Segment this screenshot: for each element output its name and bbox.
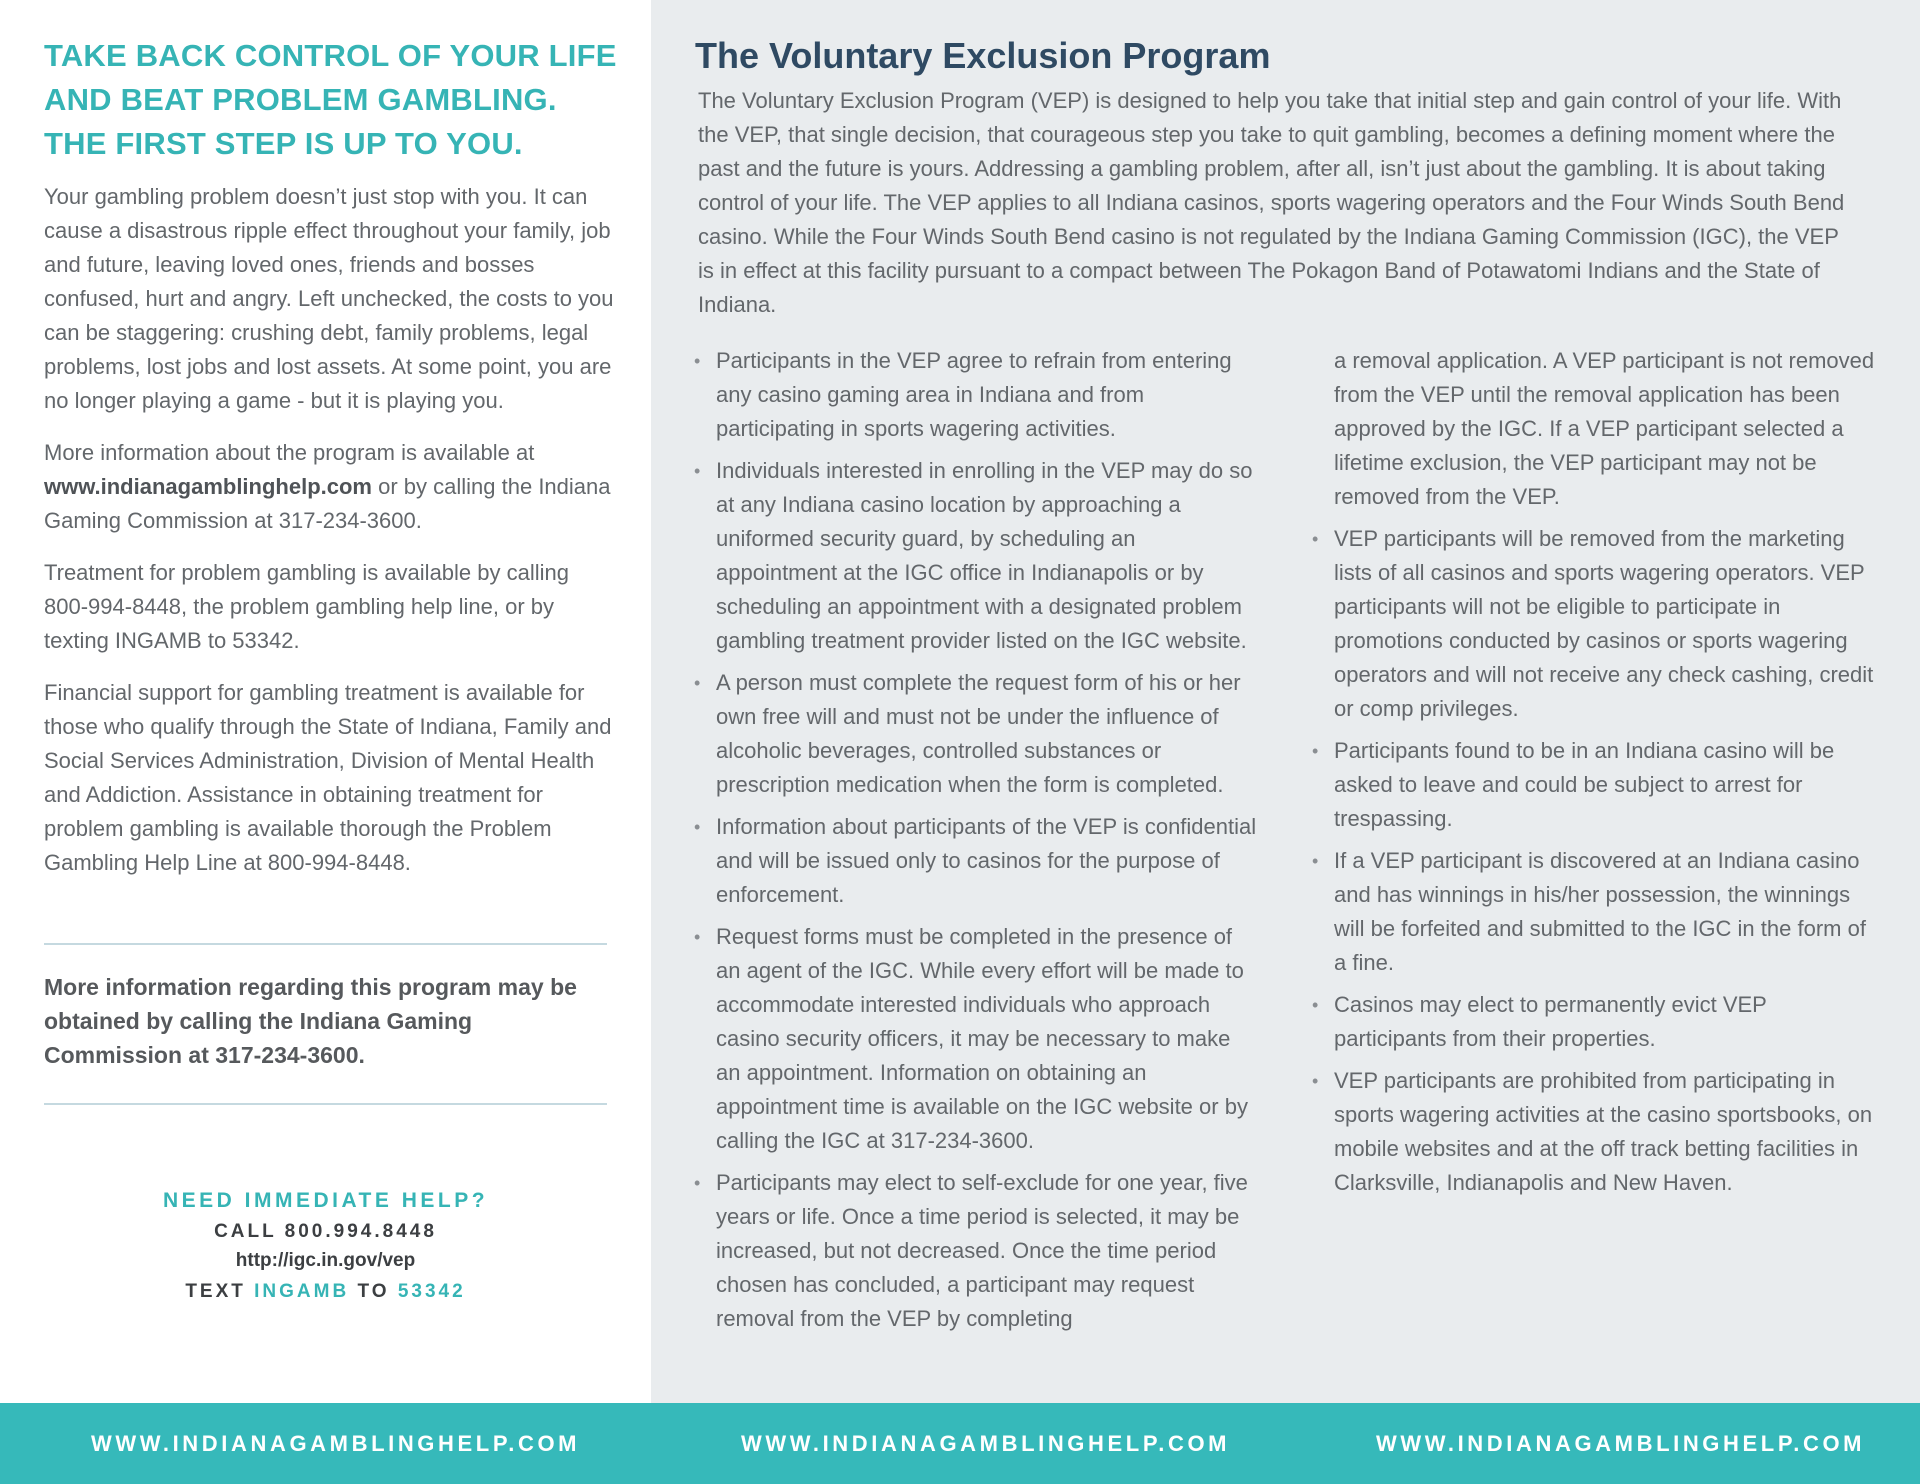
list-item: • VEP participants will be removed from the marketing lists of all casinos and sports wagering operators. VEP participants will not be eligible to participate in promotions conducted by casinos or sports wagering operators and will not receive any check cashing, credit or comp privileges. <box>1312 522 1877 726</box>
help-text-keyword: INGAMB <box>254 1281 350 1302</box>
list-item: • Information about participants of the VEP is confidential and will be issued only to casinos for the purpose of enforcement. <box>694 810 1259 912</box>
program-info-text: More information about the program is available at <box>44 440 535 465</box>
list-item: • A person must complete the request form of his or her own free will and must not be under the influence of alcoholic beverages, controlled substances or prescription medication when the form is completed. <box>694 666 1259 802</box>
list-item: • If a VEP participant is discovered at an Indiana casino and has winnings in his/her possession, the winnings will be forfeited and submitted to the IGC in the form of a fine. <box>1312 844 1877 980</box>
list-item-continuation: a removal application. A VEP participant is not removed from the VEP until the removal application has been approved by the IGC. If a VEP participant selected a lifetime exclusion, the VEP participant may not be removed from the VEP. <box>1334 348 1875 509</box>
more-info-callout: More information regarding this program may be obtained by calling the Indiana Gaming Commission at 317-234-3600. <box>44 974 577 1068</box>
footer-link[interactable]: WWW.INDIANAGAMBLINGHELP.COM <box>1376 1431 1866 1456</box>
footer-link[interactable]: WWW.INDIANAGAMBLINGHELP.COM <box>741 1431 1231 1456</box>
list-item: • Request forms must be completed in the presence of an agent of the IGC. While every effort will be made to accommodate interested individuals who approach casino security officers, it may be necessary to make an appointment. Information on obtaining an appointment time is available on the IGC website or by calling the IGC at 317-234-3600. <box>694 920 1259 1158</box>
headline: TAKE BACK CONTROL OF YOUR LIFE AND BEAT PROBLEM GAMBLING. THE FIRST STEP IS UP TO YOU. <box>44 38 617 161</box>
financial-support-paragraph: Financial support for gambling treatment is available for those who qualify through the State of Indiana, Family and Social Services Administration, Division of Mental Health and Addiction. Assistance in obtaining treatment for problem gambling is available thorough the Problem Gambling Help Line at 800-994-8448. <box>44 680 612 875</box>
footer-link[interactable]: WWW.INDIANAGAMBLINGHELP.COM <box>91 1431 581 1456</box>
list-item: • VEP participants are prohibited from participating in sports wagering activities at the casino sportsbooks, on mobile websites and at the off track betting facilities in Clarksville, Indianapolis and New Haven. <box>1312 1064 1877 1200</box>
list-item: • Participants in the VEP agree to refrain from entering any casino gaming area in Indiana and from participating in sports wagering activities. <box>694 344 1259 446</box>
help-title: NEED IMMEDIATE HELP? <box>162 1189 489 1212</box>
help-text-line <box>44 1281 607 1303</box>
website-link[interactable]: www.indianagamblinghelp.com <box>44 474 372 499</box>
help-phone[interactable]: CALL 800.994.8448 <box>214 1221 437 1242</box>
intro-paragraph: Your gambling problem doesn’t just stop with you. It can cause a disastrous ripple effect throughout your family, job and future, leaving loved ones, friends and bosses confused, hurt and angry. Left unchecked, the costs to you can be staggering: crushing debt, family problems, legal problems, lost jobs and lost assets. At some point, you are no longer playing a game - but it is playing you. <box>44 184 614 413</box>
program-title: The Voluntary Exclusion Program <box>695 35 1271 76</box>
program-intro: The Voluntary Exclusion Program (VEP) is designed to help you take that initial step and gain control of your life. With the VEP, that single decision, that courageous step you take to quit gambling, becomes a defining moment where the past and the future is yours. Addressing a gambling problem, after all, isn’t just about the gambling. It is about taking control of your life. The VEP applies to all Indiana casinos, sports wagering operators and the Four Winds South Bend casino. While the Four Winds South Bend casino is not regulated by the Indiana Gaming Commission (IGC), the VEP is in effect at this facility pursuant to a compact between The Pokagon Band of Potawatomi Indians and the State of Indiana. <box>698 88 1845 317</box>
help-text-number: 53342 <box>397 1281 466 1302</box>
treatment-paragraph: Treatment for problem gambling is available by calling 800-994-8448, the problem gambling help line, or by texting INGAMB to 53342. <box>44 560 569 653</box>
bullet-column-2 <box>1312 344 1877 1208</box>
list-item: • Casinos may elect to permanently evict VEP participants from their properties. <box>1312 988 1877 1056</box>
program-info-contact: or by calling the Indiana Gaming Commission at 317-234-3600. <box>44 474 611 533</box>
program-info-paragraph <box>44 436 614 538</box>
footer-bar <box>0 1403 1920 1484</box>
list-item: • Participants may elect to self-exclude for one year, five years or life. Once a time period is selected, it may be increased, but not decreased. Once the time period chosen has concluded, a participant may request removal from the VEP by completing <box>694 1166 1259 1336</box>
list-item: • Participants found to be in an Indiana casino will be asked to leave and could be subject to arrest for trespassing. <box>1312 734 1877 836</box>
divider-bottom <box>44 1103 607 1105</box>
list-item: • Individuals interested in enrolling in the VEP may do so at any Indiana casino location by approaching a uniformed security guard, by scheduling an appointment at the IGC office in Indianapolis or by scheduling an appointment with a designated problem gambling treatment provider listed on the IGC website. <box>694 454 1259 658</box>
help-text-to: TO <box>357 1281 390 1302</box>
bullet-column-1 <box>694 344 1259 1344</box>
help-text-label: TEXT <box>185 1281 246 1302</box>
help-url-link[interactable]: http://igc.in.gov/vep <box>235 1250 416 1271</box>
divider-top <box>44 943 607 945</box>
